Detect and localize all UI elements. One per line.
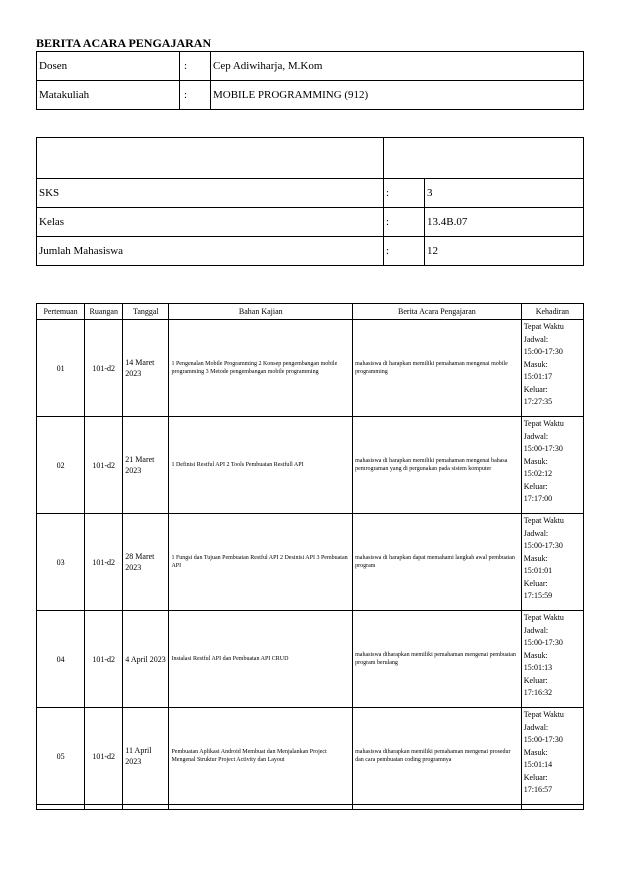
kehadiran-line: Masuk:	[523, 747, 548, 757]
kehadiran-cell	[521, 417, 583, 514]
column-header-kehadiran: Kehadiran	[521, 304, 583, 320]
kehadiran-line: 17:15:59	[523, 591, 553, 600]
kehadiran-line: Masuk:	[523, 650, 548, 660]
kehadiran-cell	[521, 320, 583, 417]
empty-cell	[384, 138, 584, 179]
info-row-sks	[37, 179, 584, 208]
berita-acara-cell: mahasiswa di harapkan memiliki pemahaman mengenai mobile programming	[353, 320, 522, 417]
kehadiran-line: 17:27:35	[523, 397, 553, 406]
column-header-pertemuan: Pertemuan	[37, 304, 85, 320]
document-title: BERITA ACARA PENGAJARAN	[36, 36, 212, 50]
kehadiran-line: Keluar:	[523, 675, 548, 685]
info-label: SKS	[37, 179, 384, 208]
kehadiran-line: Jadwal:	[523, 431, 549, 441]
column-header-tanggal: Tanggal	[123, 304, 169, 320]
empty-cell	[521, 805, 583, 810]
ruangan-cell: 101-d2	[85, 611, 123, 708]
table-body	[37, 320, 584, 805]
pertemuan-cell: 05	[37, 708, 85, 805]
kehadiran-cell	[521, 514, 583, 611]
kehadiran-line: Keluar:	[523, 578, 548, 588]
kehadiran-line: 15:00-17:30	[523, 444, 563, 453]
tanggal-cell: 28 Maret 2023	[123, 514, 169, 611]
info-label: Dosen	[37, 52, 180, 81]
kehadiran-cell	[521, 611, 583, 708]
kehadiran-line: Jadwal:	[523, 334, 549, 344]
column-header-ruangan: Ruangan	[85, 304, 123, 320]
info-value: 13.4B.07	[425, 208, 584, 237]
pertemuan-cell: 03	[37, 514, 85, 611]
kehadiran-line: Tepat Waktu	[523, 710, 564, 719]
pertemuan-cell: 02	[37, 417, 85, 514]
kehadiran-line: 17:16:32	[523, 688, 553, 697]
kehadiran-line: Tepat Waktu	[523, 322, 564, 331]
kehadiran-line: Jadwal:	[523, 528, 549, 538]
info-separator: :	[180, 81, 211, 110]
pertemuan-cell: 01	[37, 320, 85, 417]
table-row	[37, 611, 584, 708]
info-row-dosen	[37, 52, 584, 81]
kehadiran-line: 15:00-17:30	[523, 541, 563, 550]
table-row-continuation	[37, 805, 584, 810]
table-row	[37, 417, 584, 514]
berita-acara-cell: mahasiswa diharapkan memiliki pemahaman mengenai pembuatan program berulang	[353, 611, 522, 708]
tanggal-cell: 11 April 2023	[123, 708, 169, 805]
info-value: Cep Adiwiharja, M.Kom	[211, 52, 584, 81]
table-row	[37, 514, 584, 611]
teaching-record-table	[36, 303, 584, 810]
info-label: Kelas	[37, 208, 384, 237]
kehadiran-line: Jadwal:	[523, 625, 549, 635]
kehadiran-line: 15:01:17	[523, 372, 553, 381]
kehadiran-line: 15:00-17:30	[523, 638, 563, 647]
berita-acara-cell: mahasiswa di harapkan memiliki pemahaman mengenai bahasa pemrograman yang di pergunakan pada sistem komputer	[353, 417, 522, 514]
empty-cell	[353, 805, 522, 810]
kehadiran-line: Masuk:	[523, 553, 548, 563]
table-row	[37, 708, 584, 805]
kehadiran-line: 15:01:01	[523, 566, 553, 575]
kehadiran-line: Tepat Waktu	[523, 613, 564, 622]
info-separator: :	[180, 52, 211, 81]
info-separator: :	[384, 179, 425, 208]
info-row-kelas	[37, 208, 584, 237]
ruangan-cell: 101-d2	[85, 320, 123, 417]
kehadiran-line: Keluar:	[523, 481, 548, 491]
kehadiran-cell	[521, 708, 583, 805]
bahan-kajian-cell: 1 Fungsi dan Tujuan Pembuatan Restful API 2 Desinisi API 3 Pembuatan API	[169, 514, 353, 611]
info-row-jumlah-mahasiswa	[37, 237, 584, 266]
empty-cell	[37, 805, 85, 810]
kehadiran-line: Tepat Waktu	[523, 516, 564, 525]
kehadiran-line: 15:00-17:30	[523, 735, 563, 744]
kehadiran-line: 17:16:57	[523, 785, 553, 794]
empty-cell	[169, 805, 353, 810]
kehadiran-line: Masuk:	[523, 359, 548, 369]
bahan-kajian-cell: 1 Pengenalan Mobile Programming 2 Konsep pengembangan mobile programming 3 Metode pengembangan mobile programming	[169, 320, 353, 417]
kehadiran-line: Keluar:	[523, 772, 548, 782]
tanggal-cell: 14 Maret 2023	[123, 320, 169, 417]
kehadiran-line: 15:02:12	[523, 469, 553, 478]
info-value: 12	[425, 237, 584, 266]
kehadiran-line: 17:17:00	[523, 494, 553, 503]
tanggal-cell: 4 April 2023	[123, 611, 169, 708]
berita-acara-cell: mahasiswa di harapkan dapat memahami langkah awal pembuatan program	[353, 514, 522, 611]
kehadiran-line: 15:01:14	[523, 760, 553, 769]
info-separator: :	[384, 237, 425, 266]
info-separator: :	[384, 208, 425, 237]
bahan-kajian-cell: Instalasi Restful API dan Pembuatan API CRUD	[169, 611, 353, 708]
kehadiran-line: 15:00-17:30	[523, 347, 563, 356]
info-value: 3	[425, 179, 584, 208]
empty-cell	[123, 805, 169, 810]
info-label: Jumlah Mahasiswa	[37, 237, 384, 266]
kehadiran-line: 15:01:13	[523, 663, 553, 672]
table-row	[37, 320, 584, 417]
tanggal-cell: 21 Maret 2023	[123, 417, 169, 514]
empty-cell	[85, 805, 123, 810]
column-header-berita-acara: Berita Acara Pengajaran	[353, 304, 522, 320]
table-header-row	[37, 304, 584, 320]
kehadiran-line: Keluar:	[523, 384, 548, 394]
lecturer-info-table	[36, 51, 584, 110]
class-info-header-row	[37, 138, 584, 179]
kehadiran-line: Jadwal:	[523, 722, 549, 732]
pertemuan-cell: 04	[37, 611, 85, 708]
info-value: MOBILE PROGRAMMING (912)	[211, 81, 584, 110]
info-label: Matakuliah	[37, 81, 180, 110]
bahan-kajian-cell: Pembuatan Aplikasi Android Membuat dan Menjalankan Project Mengenal Struktur Project Activity dan Layout	[169, 708, 353, 805]
ruangan-cell: 101-d2	[85, 514, 123, 611]
info-row-matakuliah	[37, 81, 584, 110]
bahan-kajian-cell: 1 Definisi Restful API 2 Tools Pembuatan Restfull API	[169, 417, 353, 514]
berita-acara-cell: mahasiswa diharapkan memiliki pemahaman mengenai prosedur dan cara pembuatan coding programnya	[353, 708, 522, 805]
class-info-table	[36, 137, 584, 266]
kehadiran-line: Tepat Waktu	[523, 419, 564, 428]
column-header-bahan-kajian: Bahan Kajian	[169, 304, 353, 320]
kehadiran-line: Masuk:	[523, 456, 548, 466]
ruangan-cell: 101-d2	[85, 708, 123, 805]
ruangan-cell: 101-d2	[85, 417, 123, 514]
empty-cell	[37, 138, 384, 179]
